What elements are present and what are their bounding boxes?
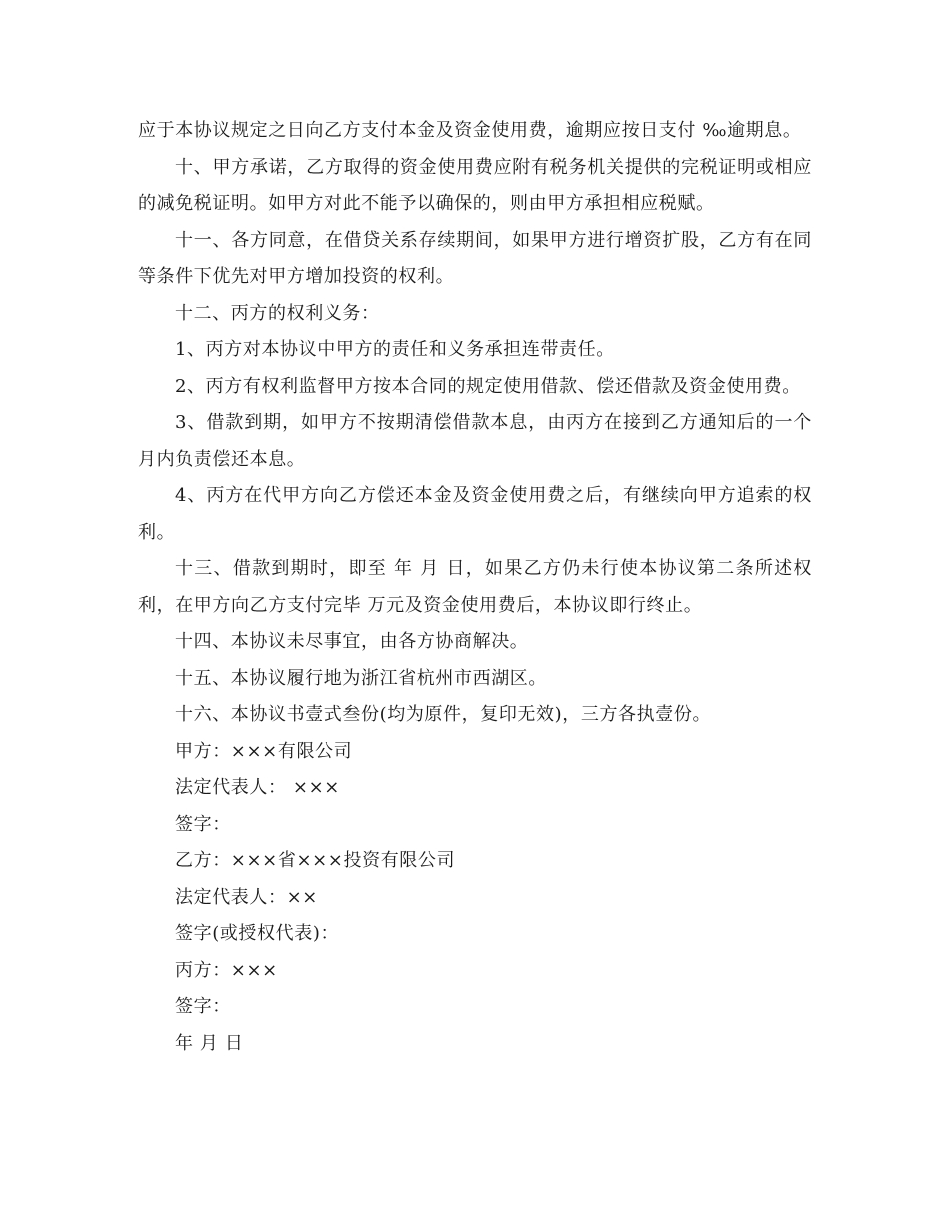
paragraph-clause-11: 十一、各方同意，在借贷关系存续期间，如果甲方进行增资扩股，乙方有在同等条件下优先对甲方增加投资的权利。	[138, 229, 812, 287]
party-a-signature: 签字：	[175, 813, 231, 835]
paragraph-overdue-interest: 应于本协议规定之日向乙方支付本金及资金使用费，逾期应按日支付 ‰逾期息。	[138, 120, 802, 141]
paragraph-clause-10: 十、甲方承诺，乙方取得的资金使用费应附有税务机关提供的完税证明或相应的减免税证明。如甲方对此不能予以确保的，则由甲方承担相应税赋。	[138, 156, 812, 214]
party-c-name: 丙方：×××	[175, 959, 278, 981]
paragraph-clause-12-item-1: 1、丙方对本协议中甲方的责任和义务承担连带责任。	[175, 339, 615, 360]
paragraph-clause-14: 十四、本协议未尽事宜，由各方协商解决。	[175, 631, 529, 652]
paragraph-clause-12: 十二、丙方的权利义务：	[175, 302, 380, 324]
signing-date: 年 月 日	[175, 1032, 244, 1054]
paragraph-clause-15: 十五、本协议履行地为浙江省杭州市西湖区。	[175, 667, 547, 689]
party-b-signature: 签字(或授权代表)：	[175, 923, 340, 944]
document-body	[138, 113, 812, 1062]
party-b-legal-representative: 法定代表人：××	[175, 886, 318, 908]
paragraph-clause-12-item-2: 2、丙方有权利监督甲方按本合同的规定使用借款、偿还借款及资金使用费。	[175, 375, 801, 397]
party-c-signature: 签字：	[175, 996, 231, 1017]
paragraph-clause-13: 十三、借款到期时，即至 年 月 日，如果乙方仍未行使本协议第二条所述权利，在甲方向乙方支付完毕 万元及资金使用费后，本协议即行终止。	[138, 558, 812, 616]
party-a-name: 甲方：×××有限公司	[175, 740, 353, 762]
paragraph-clause-12-item-4: 4、丙方在代甲方向乙方偿还本金及资金使用费之后，有继续向甲方追索的权利。	[138, 485, 812, 543]
party-b-name: 乙方：×××省×××投资有限公司	[175, 850, 456, 871]
party-a-legal-representative: 法定代表人： ×××	[175, 777, 340, 798]
paragraph-clause-12-item-3: 3、借款到期，如甲方不按期清偿借款本息，由丙方在接到乙方通知后的一个月内负责偿还本息。	[138, 412, 812, 470]
signature-block	[138, 734, 812, 1063]
paragraph-clause-16: 十六、本协议书壹式叁份(均为原件，复印无效)，三方各执壹份。	[175, 704, 712, 725]
